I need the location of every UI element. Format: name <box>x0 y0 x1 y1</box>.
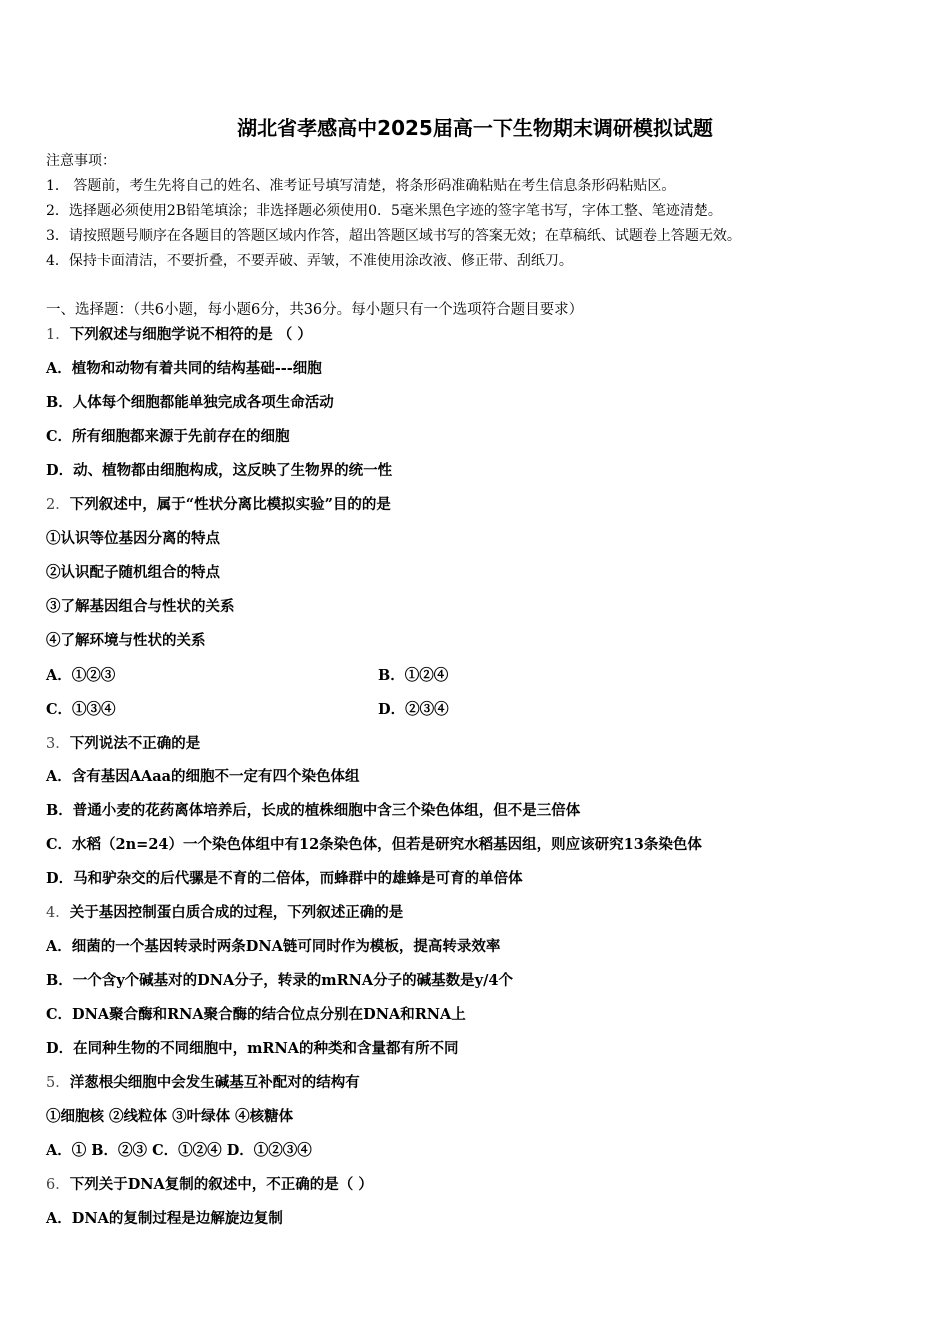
question-number: 4． <box>46 905 70 921</box>
question-4-stem <box>46 903 403 923</box>
option-d: D．在同种生物的不同细胞中，mRNA的种类和含量都有所不同 <box>46 1040 459 1057</box>
question-text: 洋葱根尖细胞中会发生碱基互补配对的结构有 <box>69 1074 360 1091</box>
statement-item: ④了解环境与性状的关系 <box>46 632 206 649</box>
question-text: 下列说法不正确的是 <box>69 735 201 752</box>
notice-heading: 注意事项： <box>46 153 116 169</box>
question-number: 3． <box>46 736 70 752</box>
question-number: 5． <box>46 1075 70 1091</box>
option-a: A．细菌的一个基因转录时两条DNA链可同时作为模板，提高转录效率 <box>46 938 501 955</box>
section-heading: 一、选择题：（共6小题，每小题6分，共36分。每小题只有一个选项符合题目要求） <box>46 302 584 318</box>
option-a: A．植物和动物有着共同的结构基础---细胞 <box>46 360 322 377</box>
options-row: A．① B．②③ C．①②④ D．①②③④ <box>46 1142 312 1159</box>
option-b: B．一个含y个碱基对的DNA分子，转录的mRNA分子的碱基数是y/4个 <box>46 972 513 989</box>
option-a: A．含有基因AAaa的细胞不一定有四个染色体组 <box>46 768 360 785</box>
option-d: D．动、植物都由细胞构成，这反映了生物界的统一性 <box>46 462 393 479</box>
option-c: C．DNA聚合酶和RNA聚合酶的结合位点分别在DNA和RNA上 <box>46 1006 466 1023</box>
question-3-stem <box>46 734 200 754</box>
option-c: C．所有细胞都来源于先前存在的细胞 <box>46 428 290 445</box>
option-d: D．②③④ <box>378 701 449 718</box>
option-c: C．水稻（2n=24）一个染色体组中有12条染色体，但若是研究水稻基因组，则应该研究13条染色体 <box>46 836 702 853</box>
option-d: D．马和驴杂交的后代骡是不育的二倍体，而蜂群中的雄蜂是可育的单倍体 <box>46 870 523 887</box>
page-title: 湖北省孝感高中2025届高一下生物期末调研模拟试题 <box>237 116 713 140</box>
notice-item: 3．请按照题号顺序在各题目的答题区域内作答，超出答题区域书写的答案无效；在草稿纸、试题卷上答题无效。 <box>46 228 741 244</box>
statement-items: ①细胞核 ②线粒体 ③叶绿体 ④核糖体 <box>46 1108 294 1125</box>
question-text: 下列关于DNA复制的叙述中，不正确的是（ ） <box>69 1176 373 1193</box>
question-number: 2． <box>46 497 70 513</box>
question-number: 6． <box>46 1177 70 1193</box>
question-text: 下列叙述中，属于“性状分离比模拟实验”目的的是 <box>69 496 391 513</box>
option-b: B．人体每个细胞都能单独完成各项生命活动 <box>46 394 334 411</box>
statement-item: ①认识等位基因分离的特点 <box>46 530 220 547</box>
option-b: B．普通小麦的花药离体培养后，长成的植株细胞中含三个染色体组，但不是三倍体 <box>46 802 581 819</box>
question-text: 关于基因控制蛋白质合成的过程，下列叙述正确的是 <box>69 904 404 921</box>
option-a: A．DNA的复制过程是边解旋边复制 <box>46 1210 283 1227</box>
option-b: B．①②④ <box>378 667 449 684</box>
question-2-stem <box>46 495 391 515</box>
option-c: C．①③④ <box>46 701 116 718</box>
question-6-stem <box>46 1175 373 1195</box>
notice-item: 4．保持卡面清洁，不要折叠，不要弄破、弄皱，不准使用涂改液、修正带、刮纸刀。 <box>46 253 573 269</box>
notice-item: 2．选择题必须使用2B铅笔填涂；非选择题必须使用0．5毫米黑色字迹的签字笔书写，字体工整、笔迹清楚。 <box>46 203 722 219</box>
question-5-stem <box>46 1073 360 1093</box>
question-text: 下列叙述与细胞学说不相符的是 （ ） <box>69 326 312 343</box>
question-1-stem <box>46 325 312 345</box>
notice-item: 1． 答题前，考生先将自己的姓名、准考证号填写清楚，将条形码准确粘贴在考生信息条形码粘贴区。 <box>46 178 676 194</box>
question-number: 1． <box>46 327 70 343</box>
statement-item: ③了解基因组合与性状的关系 <box>46 598 235 615</box>
statement-item: ②认识配子随机组合的特点 <box>46 564 220 581</box>
option-a: A．①②③ <box>46 667 116 684</box>
